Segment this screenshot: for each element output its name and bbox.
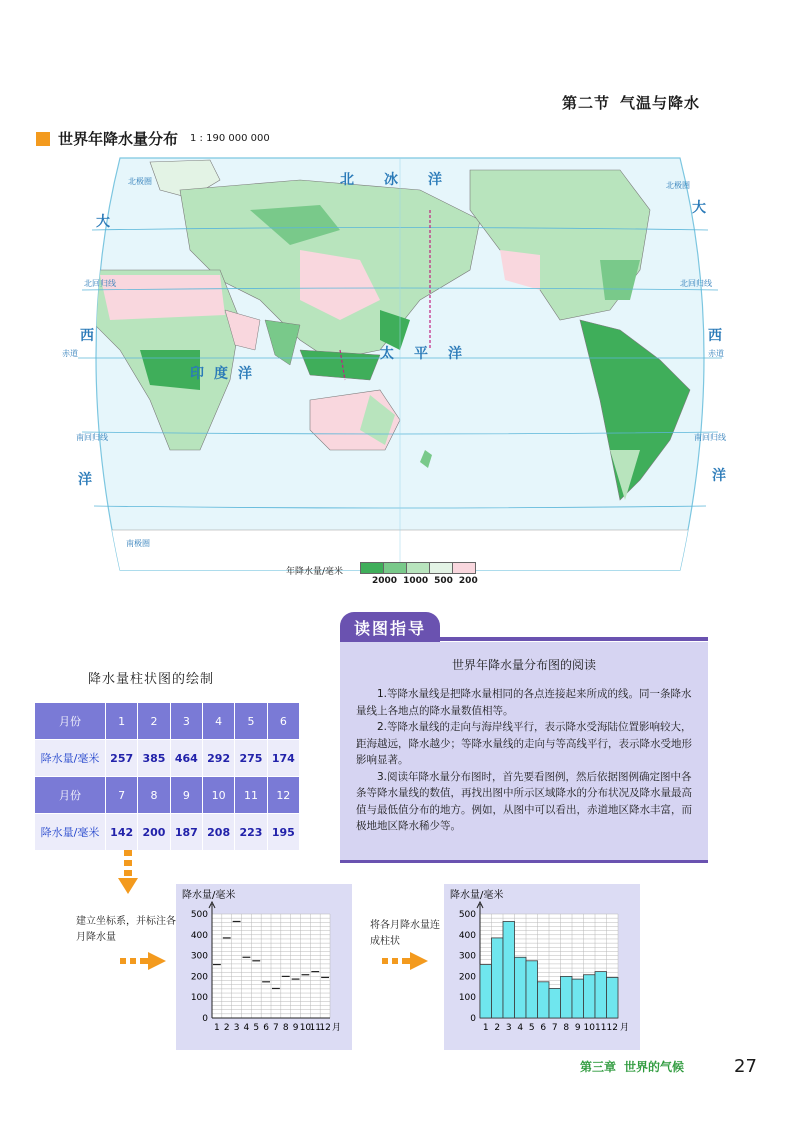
label-atlantic-da-right: 大 bbox=[692, 200, 706, 216]
chart-y-tick: 0 bbox=[470, 1014, 476, 1024]
table-cell: 385 bbox=[138, 740, 170, 777]
legend-swatch bbox=[406, 562, 429, 574]
label-pacific-ocean: 太平洋 bbox=[380, 346, 482, 362]
chart-xlabel: 月 bbox=[620, 1023, 630, 1033]
chart-x-tick: 4 bbox=[517, 1023, 524, 1033]
row-label-month: 月份 bbox=[35, 703, 106, 740]
label-tropic-cancer-left: 北回归线 bbox=[84, 279, 116, 288]
arrow-right-icon bbox=[120, 952, 166, 970]
label-tropic-capricorn-left: 南回归线 bbox=[76, 433, 108, 442]
chart-y-tick: 300 bbox=[190, 951, 208, 962]
row-label-precip: 降水量/毫米 bbox=[35, 814, 106, 851]
legend-swatch bbox=[360, 562, 383, 574]
chart-bar bbox=[538, 982, 550, 1018]
chart-x-tick: 2 bbox=[223, 1023, 230, 1033]
legend-tick: 500 bbox=[434, 576, 453, 586]
section-number: 第二节 bbox=[562, 94, 611, 112]
chart-x-tick: 6 bbox=[540, 1023, 547, 1033]
chart-x-tick: 7 bbox=[551, 1023, 558, 1033]
chart-bar bbox=[492, 938, 504, 1018]
chart-x-tick: 8 bbox=[563, 1023, 570, 1033]
chart-bar bbox=[515, 957, 527, 1018]
table-cell: 257 bbox=[106, 740, 138, 777]
section-title bbox=[562, 92, 710, 113]
precipitation-table bbox=[34, 702, 300, 851]
chart-y-tick: 0 bbox=[202, 1014, 208, 1024]
guide-paragraph: 3.阅读年降水量分布图时，首先要看图例，然后依据图例确定图中各条等降水量线的数值，再找出图中所示区域降水的分布状况及降水量最高值与最低值分布的地方。例如，从图中可以看出，赤道地区降水丰富，而极地地区降水稀少等。 bbox=[356, 770, 692, 832]
chapter-number: 第三章 bbox=[580, 1060, 617, 1074]
label-atlantic-yang-right: 洋 bbox=[712, 468, 726, 484]
chart-bar bbox=[526, 961, 538, 1018]
chart-bar bbox=[607, 977, 619, 1018]
chart-y-tick: 100 bbox=[458, 993, 476, 1004]
row-label-precip: 降水量/毫米 bbox=[35, 740, 106, 777]
section-name: 气温与降水 bbox=[620, 94, 701, 112]
guide-paragraph: 2.等降水量线的走向与海岸线平行，表示降水受海陆位置影响较大，距海越远，降水越少；等降水量线的走向与等高线平行，表示降水受地形影响显著。 bbox=[356, 721, 692, 766]
chart-x-tick: 7 bbox=[273, 1023, 279, 1033]
label-antarctic-circle-left: 南极圈 bbox=[126, 539, 150, 548]
table-cell: 187 bbox=[170, 814, 202, 851]
chart-x-tick: 11 bbox=[595, 1023, 607, 1033]
legend-swatch bbox=[429, 562, 452, 574]
label-tropic-capricorn-right: 南回归线 bbox=[694, 433, 726, 442]
title-marker-icon bbox=[36, 132, 50, 146]
table-cell: 7 bbox=[106, 777, 138, 814]
map-title-bar bbox=[36, 128, 270, 149]
table-cell: 5 bbox=[235, 703, 267, 740]
step2-text: 将各月降水量连成柱状 bbox=[370, 920, 440, 947]
table-row bbox=[35, 814, 300, 851]
legend-swatches bbox=[360, 562, 476, 574]
chart-y-tick: 400 bbox=[190, 930, 208, 941]
chart-y-tick: 100 bbox=[190, 993, 208, 1004]
chart-x-tick: 9 bbox=[574, 1023, 581, 1033]
table-cell: 1 bbox=[106, 703, 138, 740]
chart-x-tick: 5 bbox=[528, 1023, 535, 1033]
legend-ticks bbox=[372, 576, 478, 586]
label-arctic-circle-right: 北极圈 bbox=[666, 181, 690, 190]
chart-x-tick: 5 bbox=[253, 1023, 260, 1033]
chart-bar bbox=[503, 921, 515, 1018]
chart-x-tick: 1 bbox=[482, 1023, 489, 1033]
table-cell: 9 bbox=[170, 777, 202, 814]
chart-x-tick: 12 bbox=[319, 1023, 331, 1033]
table-cell: 275 bbox=[235, 740, 267, 777]
table-cell: 12 bbox=[267, 777, 299, 814]
label-equator-right: 赤道 bbox=[708, 349, 724, 358]
table-cell: 4 bbox=[202, 703, 234, 740]
chart-x-tick: 2 bbox=[494, 1023, 501, 1033]
legend-swatch bbox=[383, 562, 406, 574]
chart-bar bbox=[572, 979, 584, 1018]
chart-y-tick: 500 bbox=[458, 910, 476, 920]
chart-bar bbox=[444, 884, 640, 1050]
page-number: 27 bbox=[734, 1056, 757, 1077]
chart-xlabel: 月 bbox=[332, 1023, 342, 1033]
label-equator-left: 赤道 bbox=[62, 349, 78, 358]
label-atlantic-yang-left: 洋 bbox=[78, 472, 92, 488]
chart-x-tick: 3 bbox=[505, 1023, 512, 1033]
table-row bbox=[35, 777, 300, 814]
chart-y-tick: 300 bbox=[458, 951, 476, 962]
table-cell: 292 bbox=[202, 740, 234, 777]
table-row bbox=[35, 740, 300, 777]
label-tropic-cancer-right: 北回归线 bbox=[680, 279, 712, 288]
chart-scatter-panel bbox=[176, 884, 352, 1050]
chapter-name: 世界的气候 bbox=[624, 1060, 685, 1074]
label-atlantic-west-left: 西 bbox=[80, 328, 94, 344]
table-cell: 174 bbox=[267, 740, 299, 777]
table-title: 降水量柱状图的绘制 bbox=[88, 672, 215, 687]
label-arctic-ocean: 北冰洋 bbox=[340, 172, 472, 188]
chart-y-tick: 400 bbox=[458, 930, 476, 941]
legend-tick: 1000 bbox=[403, 576, 429, 586]
chart-y-tick: 500 bbox=[190, 910, 208, 920]
chart-y-tick: 200 bbox=[190, 972, 208, 983]
legend-tick: 200 bbox=[458, 576, 478, 586]
table-cell: 200 bbox=[138, 814, 170, 851]
step1-text: 建立坐标系，并标注各月降水量 bbox=[76, 916, 176, 943]
arrow-right-icon bbox=[382, 952, 428, 970]
label-indian-ocean: 印度洋 bbox=[190, 366, 262, 382]
table-cell: 11 bbox=[235, 777, 267, 814]
table-cell: 6 bbox=[267, 703, 299, 740]
footer-chapter bbox=[580, 1058, 692, 1075]
reading-guide-title: 世界年降水量分布图的阅读 bbox=[451, 658, 596, 672]
chart-x-tick: 10 bbox=[583, 1023, 595, 1033]
chart-bar bbox=[584, 975, 596, 1018]
chart-y-tick: 200 bbox=[458, 972, 476, 983]
legend-tick: 2000 bbox=[372, 576, 398, 586]
chart-bar bbox=[480, 965, 492, 1018]
legend-label: 年降水量/毫米 bbox=[286, 567, 344, 577]
chart-x-tick: 10 bbox=[299, 1023, 312, 1033]
chart-x-tick: 8 bbox=[282, 1023, 289, 1033]
label-atlantic-west-right: 西 bbox=[708, 328, 722, 344]
chart-x-tick: 3 bbox=[233, 1023, 240, 1033]
table-cell: 223 bbox=[235, 814, 267, 851]
chart-bar bbox=[595, 972, 607, 1018]
table-cell: 464 bbox=[170, 740, 202, 777]
arrow-down-icon bbox=[118, 850, 138, 900]
table-cell: 2 bbox=[138, 703, 170, 740]
table-cell: 8 bbox=[138, 777, 170, 814]
map-title: 世界年降水量分布 bbox=[58, 130, 179, 148]
table-row bbox=[35, 703, 300, 740]
chart-bar bbox=[549, 988, 561, 1018]
row-label-month: 月份 bbox=[35, 777, 106, 814]
table-cell: 142 bbox=[106, 814, 138, 851]
chart-scatter bbox=[176, 884, 352, 1050]
label-arctic-circle-left: 北极圈 bbox=[128, 177, 152, 186]
legend-swatch bbox=[452, 562, 476, 574]
reading-guide-rule bbox=[440, 637, 708, 641]
chart-x-tick: 1 bbox=[214, 1023, 220, 1033]
chart-x-tick: 9 bbox=[292, 1023, 299, 1033]
reading-guide-body bbox=[356, 686, 696, 835]
reading-guide-tag: 读图指导 bbox=[340, 612, 440, 642]
table-cell: 10 bbox=[202, 777, 234, 814]
chart-x-tick: 4 bbox=[243, 1023, 250, 1033]
chart-x-tick: 12 bbox=[606, 1023, 618, 1033]
chart-x-tick: 6 bbox=[263, 1023, 269, 1033]
table-cell: 3 bbox=[170, 703, 202, 740]
chart-ylabel: 降水量/毫米 bbox=[450, 890, 504, 901]
guide-paragraph: 1.等降水量线是把降水量相同的各点连接起来所成的线。同一条降水量线上各地点的降水量数值相等。 bbox=[356, 688, 692, 717]
table-cell: 195 bbox=[267, 814, 299, 851]
table-cell: 208 bbox=[202, 814, 234, 851]
chart-ylabel: 降水量/毫米 bbox=[182, 890, 236, 901]
world-precipitation-map bbox=[0, 150, 800, 590]
chart-bar bbox=[561, 976, 573, 1018]
map-scale: 1 : 190 000 000 bbox=[190, 133, 270, 144]
chart-x-tick: 11 bbox=[309, 1023, 321, 1033]
chart-bar-panel bbox=[444, 884, 640, 1050]
label-atlantic-da-left: 大 bbox=[96, 214, 110, 230]
